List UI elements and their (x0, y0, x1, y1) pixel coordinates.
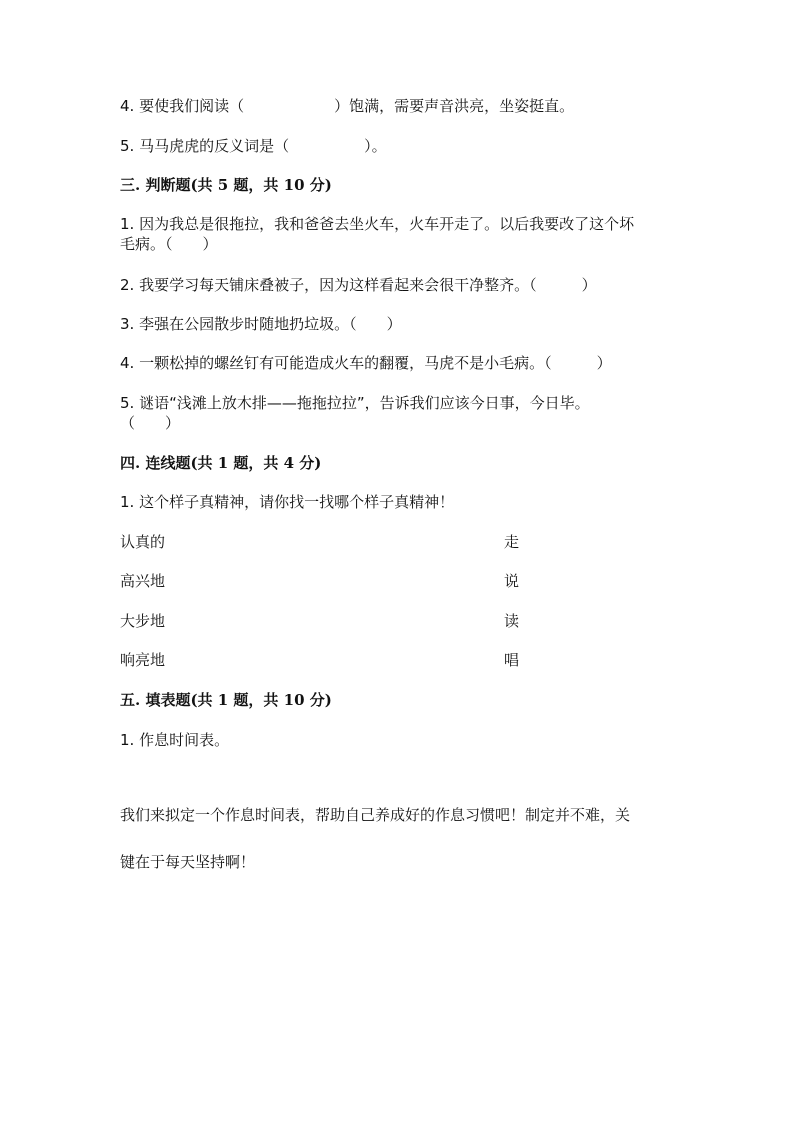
judgement-question-1-line-2: 毛病。（ ） (120, 235, 218, 253)
matching-right-item: 走 (504, 533, 520, 551)
judgement-question-4: 4. 一颗松掉的螺丝钉有可能造成火车的翻覆，马虎不是小毛病。（ ） (120, 354, 612, 372)
section-heading-judgement: 三. 判断题(共 5 题，共 10 分) (120, 176, 332, 194)
matching-left-item: 响亮地 (120, 651, 166, 669)
section-heading-table-fill: 五. 填表题(共 1 题，共 10 分) (120, 691, 332, 709)
judgement-question-3: 3. 李强在公园散步时随地扔垃圾。（ ） (120, 315, 402, 333)
table-fill-paragraph-line-2: 键在于每天坚持啊！ (120, 853, 256, 871)
judgement-question-2: 2. 我要学习每天铺床叠被子，因为这样看起来会很干净整齐。（ ） (120, 276, 597, 294)
table-fill-paragraph-line-1: 我们来拟定一个作息时间表，帮助自己养成好的作息习惯吧！制定并不难，关 (120, 806, 631, 824)
matching-right-item: 说 (504, 572, 520, 590)
matching-left-item: 高兴地 (120, 572, 166, 590)
question-5-fill-blank: 5. 马马虎虎的反义词是（ ）。 (120, 137, 387, 155)
matching-right-item: 唱 (504, 651, 520, 669)
matching-left-item: 认真的 (120, 533, 166, 551)
matching-right-item: 读 (504, 612, 520, 630)
question-4-fill-blank: 4. 要使我们阅读（ ）饱满，需要声音洪亮，坐姿挺直。 (120, 97, 575, 115)
table-fill-question-1: 1. 作息时间表。 (120, 731, 230, 749)
matching-left-item: 大步地 (120, 612, 166, 630)
judgement-question-5-line-2: （ ） (120, 414, 181, 432)
judgement-question-1-line-1: 1. 因为我总是很拖拉，我和爸爸去坐火车，火车开走了。以后我要改了这个坏 (120, 215, 635, 233)
matching-question-1: 1. 这个样子真精神，请你找一找哪个样子真精神！ (120, 493, 455, 511)
section-heading-matching: 四. 连线题(共 1 题，共 4 分) (120, 454, 322, 472)
judgement-question-5-line-1: 5. 谜语“浅滩上放木排——拖拖拉拉”，告诉我们应该今日事，今日毕。 (120, 394, 590, 412)
